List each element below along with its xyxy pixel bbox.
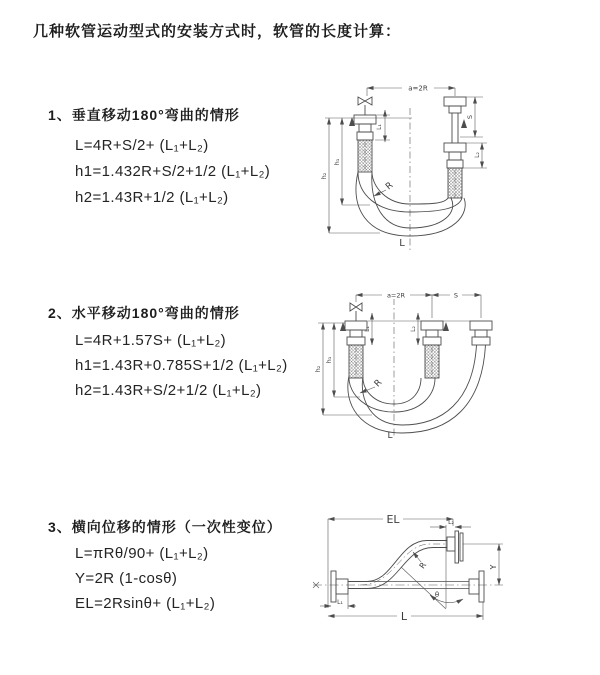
right-flange-original-position	[469, 571, 484, 602]
section-3-heading: 3、横向位移的情形（一次性变位）	[48, 519, 282, 535]
label-l1: L₁	[376, 124, 383, 130]
label-l1: L₁	[337, 599, 343, 606]
label-h1: h₁	[333, 158, 341, 166]
label-r: R	[372, 377, 385, 390]
label-s: S	[453, 291, 459, 300]
label-l2: L₂	[410, 326, 417, 332]
left-flange	[331, 571, 348, 602]
right-fitting	[470, 321, 492, 345]
label-l2: L₂	[448, 519, 454, 526]
flow-arrow-middle	[443, 322, 449, 331]
label-r: R	[417, 560, 429, 571]
diagram-vertical-180-bend	[312, 80, 590, 252]
section-2-formula-h1: h1=1.43R+0.785S+1/2 (L₁+L₂)	[75, 357, 288, 374]
hose-u-bend-position-2	[348, 345, 486, 433]
label-l: L	[387, 431, 393, 441]
label-l2: L₂	[474, 152, 481, 158]
middle-fitting	[421, 321, 443, 345]
label-h2: h₂	[320, 172, 328, 180]
left-fitting	[354, 115, 376, 140]
label-a2r: a=2R	[386, 291, 406, 300]
right-lower-fitting	[444, 143, 466, 168]
label-theta: θ	[434, 591, 440, 599]
label-s: S	[466, 114, 474, 120]
diagram-lateral-displacement	[305, 510, 595, 628]
diagram-horizontal-180-bend	[310, 288, 595, 443]
section-3-formula-EL: EL=2Rsinθ+ (L₁+L₂)	[75, 595, 216, 612]
right-upper-fitting	[444, 97, 466, 143]
page-title: 几种软管运动型式的安装方式时，软管的长度计算：	[33, 23, 402, 40]
section-2-heading: 2、水平移动180°弯曲的情形	[48, 305, 240, 321]
label-l: L	[399, 238, 405, 249]
valve-icon	[350, 303, 362, 321]
section-1-formula-h1: h1=1.432R+S/2+1/2 (L₁+L₂)	[75, 163, 271, 180]
label-l: L	[400, 610, 408, 623]
upper-flange	[447, 531, 463, 563]
flow-arrow-right	[461, 119, 467, 128]
radius-line	[401, 567, 446, 609]
section-3-formula-L: L=πRθ/90+ (L₁+L₂)	[75, 545, 209, 562]
label-h2: h₂	[314, 365, 322, 373]
label-a2r: a=2R	[408, 84, 428, 93]
label-h1: h₁	[325, 356, 333, 364]
section-1-formula-h2: h2=1.43R+1/2 (L₁+L₂)	[75, 189, 229, 206]
left-fitting	[345, 321, 367, 345]
radius-leader	[413, 552, 421, 562]
section-2-formula-h2: h2=1.43R+S/2+1/2 (L₁+L₂)	[75, 382, 262, 399]
label-el: EL	[386, 513, 400, 526]
valve-icon	[358, 97, 372, 115]
section-3-formula-Y: Y=2R (1-cosθ)	[75, 570, 178, 587]
label-r: R	[384, 180, 396, 193]
section-2-formula-L: L=4R+1.57S+ (L₁+L₂)	[75, 332, 227, 349]
section-1-heading: 1、垂直移动180°弯曲的情形	[48, 107, 240, 123]
label-l1: L₁	[364, 326, 371, 332]
label-y: Y	[489, 564, 498, 570]
section-1-formula-L: L=4R+S/2+ (L₁+L₂)	[75, 137, 209, 154]
